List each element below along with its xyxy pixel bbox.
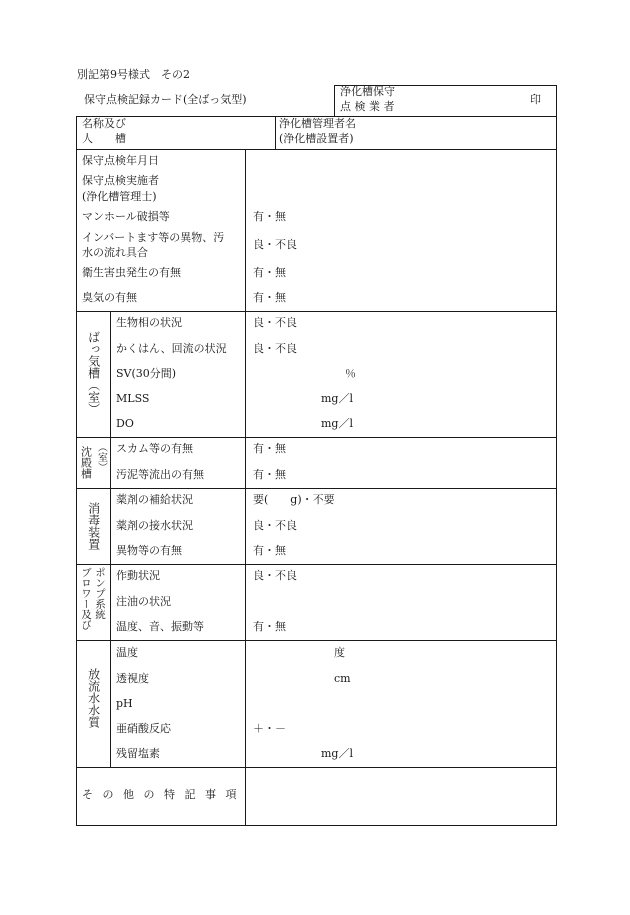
oil-label: 注油の状況 xyxy=(116,595,171,608)
mlss-unit: mg／l xyxy=(321,392,353,405)
aeration-group-label: ばっ気槽（室） xyxy=(86,331,101,415)
effluent-temp-label: 温度 xyxy=(116,646,138,659)
stir-label: かくはん、回流の状況 xyxy=(116,342,227,355)
contact-value: 良・不良 xyxy=(253,519,297,532)
sv-label: SV(30分間) xyxy=(116,367,177,380)
remarks-label: その他の特記事項 xyxy=(82,788,246,801)
mlss-label: MLSS xyxy=(116,392,150,405)
biota-label: 生物相の状況 xyxy=(116,316,182,329)
invert-value: 良・不良 xyxy=(253,238,297,251)
seal-mark: 印 xyxy=(530,93,541,106)
name-label-1: 名称及び xyxy=(82,117,126,130)
manhole-value: 有・無 xyxy=(253,210,286,223)
foreign-value: 有・無 xyxy=(253,544,286,557)
pests-value: 有・無 xyxy=(253,266,286,279)
ph-label: pH xyxy=(116,697,133,710)
implementer-label-2: (浄化槽管理士) xyxy=(82,190,157,203)
inspector-label-1: 浄化槽保守 xyxy=(340,85,395,98)
form-number-label: 別記第9号様式 その2 xyxy=(77,68,190,81)
biota-value: 良・不良 xyxy=(253,316,297,329)
manhole-label: マンホール破損等 xyxy=(82,210,170,223)
disinfection-group-label: 消毒装置 xyxy=(86,502,101,550)
do-unit: mg／l xyxy=(321,417,353,430)
manager-label-1: 浄化槽管理者名 xyxy=(279,117,356,130)
effluent-group-label: 放流水水質 xyxy=(86,668,101,728)
sludge-value: 有・無 xyxy=(253,468,286,481)
temp-vibration-label: 温度、音、振動等 xyxy=(116,620,204,633)
effluent-temp-unit: 度 xyxy=(334,646,345,659)
stir-value: 良・不良 xyxy=(253,342,297,355)
blower-group-label-left: ブロワー及び xyxy=(80,567,93,630)
operation-value: 良・不良 xyxy=(253,569,297,582)
blower-group-label-right: ポンプ系統 xyxy=(94,567,107,620)
invert-label-2: 水の流れ具合 xyxy=(82,246,148,259)
inspector-label-2: 点 検 業 者 xyxy=(340,100,395,113)
scum-value: 有・無 xyxy=(253,442,286,455)
temp-vibration-value: 有・無 xyxy=(253,620,286,633)
transparency-unit: cm xyxy=(334,672,351,685)
implementer-label-1: 保守点検実施者 xyxy=(82,174,159,187)
settling-group-label-right: （室） xyxy=(95,442,107,472)
manager-label-2: (浄化槽設置者) xyxy=(279,132,354,145)
foreign-label: 異物等の有無 xyxy=(116,544,182,557)
nitrite-value: ＋・－ xyxy=(253,722,286,735)
chlorine-label: 残留塩素 xyxy=(116,747,160,760)
nitrite-label: 亜硝酸反応 xyxy=(116,722,171,735)
do-label: DO xyxy=(116,417,134,430)
pests-label: 衛生害虫発生の有無 xyxy=(82,266,181,279)
chlorine-unit: mg／l xyxy=(321,747,353,760)
odor-value: 有・無 xyxy=(253,291,286,304)
form-title: 保守点検記録カード(全ばっ気型) xyxy=(84,93,247,106)
inspection-date-label: 保守点検年月日 xyxy=(82,154,159,167)
contact-label: 薬剤の接水状況 xyxy=(116,519,193,532)
invert-label-1: インバートます等の異物、汚 xyxy=(82,231,225,244)
operation-label: 作動状況 xyxy=(116,569,160,582)
odor-label: 臭気の有無 xyxy=(82,291,137,304)
name-label-2: 人 槽 xyxy=(82,132,126,145)
sv-unit: ％ xyxy=(345,367,356,380)
transparency-label: 透視度 xyxy=(116,672,149,685)
sludge-label: 汚泥等流出の有無 xyxy=(116,468,204,481)
supply-label: 薬剤の補給状況 xyxy=(116,493,193,506)
settling-group-label-left: 沈殿槽 xyxy=(79,446,93,479)
scum-label: スカム等の有無 xyxy=(116,442,193,455)
supply-value: 要( g)・不要 xyxy=(253,493,335,506)
